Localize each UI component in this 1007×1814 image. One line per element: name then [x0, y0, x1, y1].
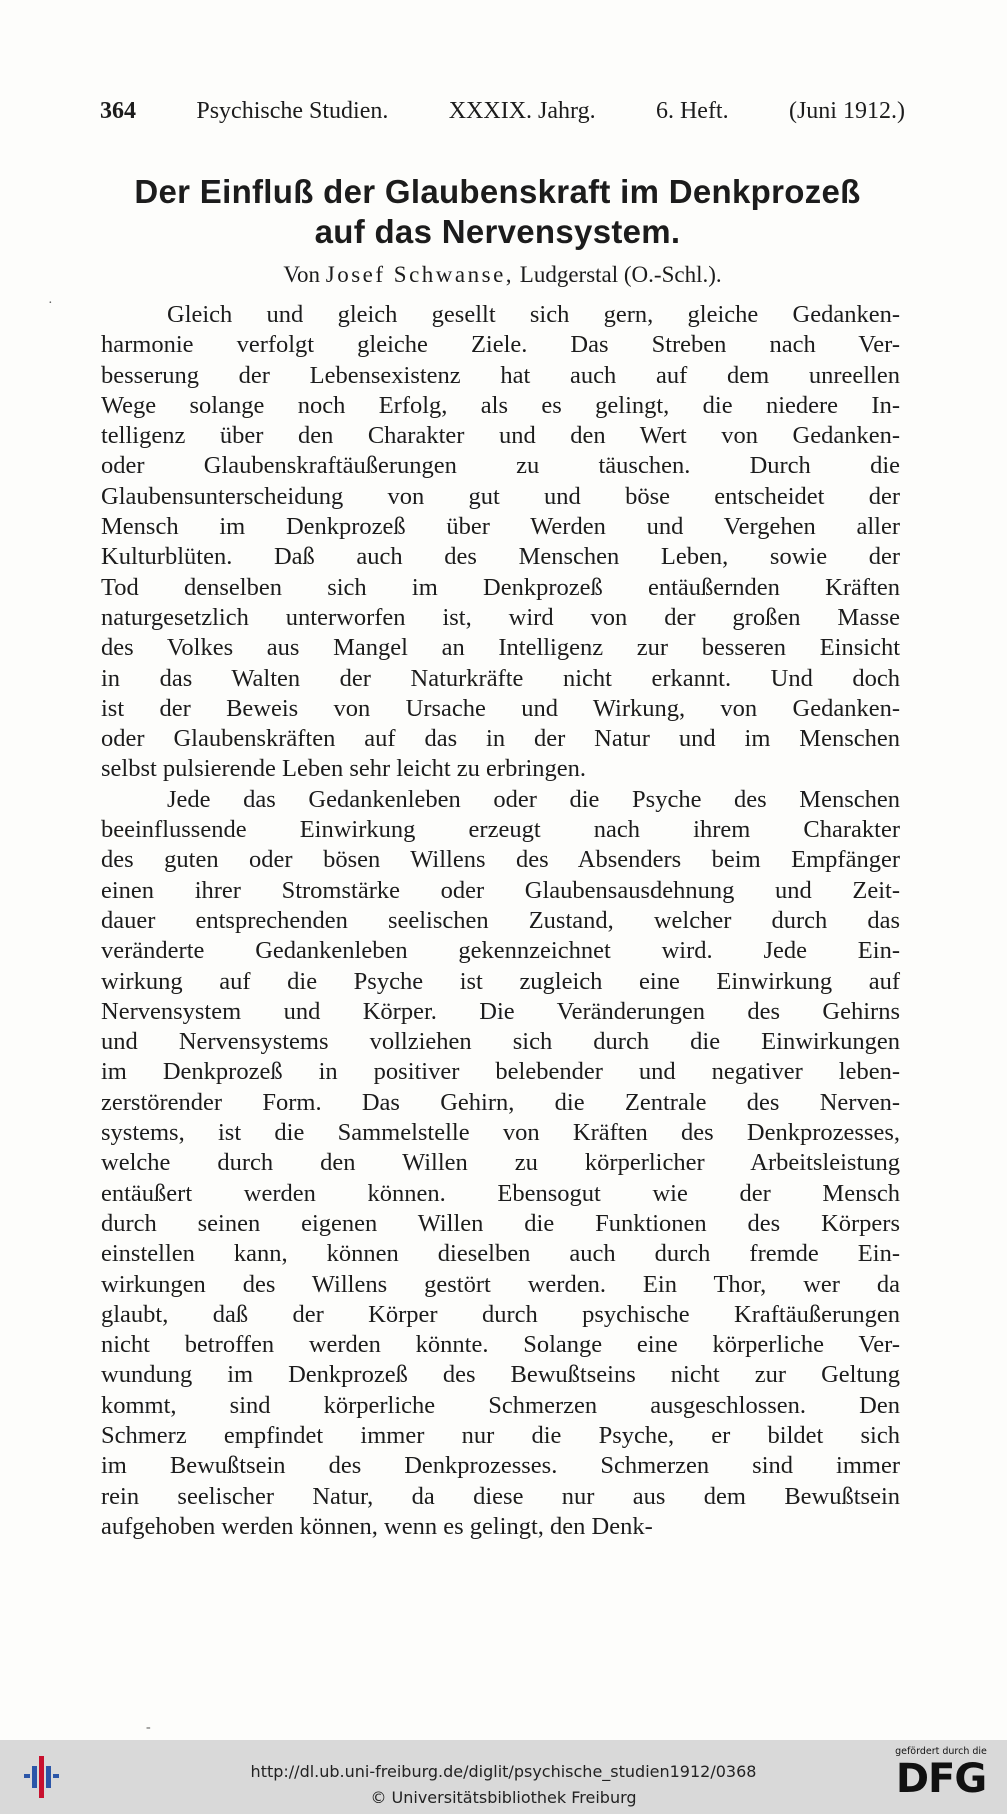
text-line: wirkung auf die Psyche ist zugleich eine Einwirkung auf: [101, 967, 900, 995]
text-line: durch seinen eigenen Willen die Funktionen des Körpers: [101, 1209, 900, 1237]
footer-bar: [0, 1740, 1007, 1814]
margin-speck: ·: [48, 296, 53, 311]
text-line: Schmerz empfindet immer nur die Psyche, er bildet sich: [101, 1421, 900, 1449]
issue-label: 6. Heft.: [655, 98, 729, 124]
text-line: oder Glaubenskräften auf das in der Natur und im Menschen: [101, 725, 900, 753]
text-line: wundung im Denkprozeß des Bewußtseins nicht zur Geltung: [101, 1361, 900, 1389]
author-place: Ludgerstal (O.-Schl.).: [519, 262, 722, 287]
text-line: Gleich und gleich gesellt sich gern, gleiche Gedanken-: [167, 301, 900, 328]
text-line: Tod denselben sich im Denkprozeß entäußernden Kräften: [101, 573, 900, 601]
text-line: und Nervensystems vollziehen sich durch die Einwirkungen: [101, 1028, 900, 1056]
text-line: in das Walten der Naturkräfte nicht erkannt. Und doch: [101, 664, 900, 692]
journal-name: Psychische Studien.: [196, 98, 389, 124]
text-line: im Bewußtsein des Denkprozesses. Schmerzen sind immer: [101, 1452, 900, 1480]
text-line: Nervensystem und Körper. Die Veränderungen des Gehirns: [101, 997, 900, 1025]
text-line: naturgesetzlich unterworfen ist, wird von der großen Masse: [101, 603, 900, 631]
text-line: oder Glaubenskraftäußerungen zu täuschen. Durch die: [101, 452, 900, 480]
bottom-speck: -: [146, 1720, 151, 1735]
running-head: [100, 98, 905, 125]
article-body: [101, 300, 900, 1542]
text-line: Mensch im Denkprozeß über Werden und Vergehen aller: [101, 513, 900, 541]
text-line: des guten oder bösen Willens des Absenders beim Empfänger: [101, 846, 900, 874]
source-url-link[interactable]: http://dl.ub.uni-freiburg.de/diglit/psychische_studien1912/0368: [250, 1762, 757, 1781]
issue-date: (Juni 1912.): [788, 98, 905, 124]
text-line: beeinflussende Einwirkung erzeugt nach ihrem Charakter: [101, 816, 900, 844]
text-line: dauer entsprechenden seelischen Zustand, welcher durch das: [101, 906, 900, 934]
text-line: veränderte Gedankenleben gekennzeichnet wird. Jede Ein-: [101, 937, 900, 965]
text-line: telligenz über den Charakter und den Wert von Gedanken-: [101, 422, 900, 450]
text-line: glaubt, daß der Körper durch psychische Kraftäußerungen: [101, 1300, 900, 1328]
dfg-logo-text: DFG: [895, 1756, 987, 1802]
text-line: Wege solange noch Erfolg, als es gelingt, die niedere In-: [101, 391, 900, 419]
text-line: selbst pulsierende Leben sehr leicht zu erbringen.: [101, 755, 587, 783]
text-line: rein seelischer Natur, da diese nur aus dem Bewußtsein: [101, 1482, 900, 1510]
copyright-notice: © Universitätsbibliothek Freiburg: [370, 1788, 637, 1807]
volume-label: XXXIX. Jahrg.: [448, 98, 596, 124]
text-line: harmonie verfolgt gleiche Ziele. Das Streben nach Ver-: [101, 331, 900, 359]
text-line: des Volkes aus Mangel an Intelligenz zur besseren Einsicht: [101, 634, 900, 662]
text-line: wirkungen des Willens gestört werden. Ein Thor, wer da: [101, 1270, 900, 1298]
text-line: aufgehoben werden können, wenn es gelingt, den Denk-: [101, 1512, 653, 1540]
text-line: Glaubensunterscheidung von gut und böse entscheidet der: [101, 482, 900, 510]
text-line: besserung der Lebensexistenz hat auch auf dem unreellen: [101, 361, 900, 389]
title-line-2: auf das Nervensystem.: [314, 213, 681, 250]
text-line: systems, ist die Sammelstelle von Kräften des Denkprozesses,: [101, 1119, 900, 1147]
text-line: entäußert werden können. Ebensogut wie der Mensch: [101, 1179, 900, 1207]
text-line: im Denkprozeß in positiver belebender und negativer leben-: [101, 1058, 900, 1086]
text-line: ist der Beweis von Ursache und Wirkung, von Gedanken-: [101, 694, 900, 722]
text-line: einen ihrer Stromstärke oder Glaubensausdehnung und Zeit-: [101, 876, 900, 904]
author-name: Josef Schwanse,: [325, 262, 515, 287]
text-line: welche durch den Willen zu körperlicher Arbeitsleistung: [101, 1149, 900, 1177]
dfg-logo: [887, 1746, 995, 1810]
text-line: Kulturblüten. Daß auch des Menschen Leben, sowie der: [101, 543, 900, 571]
text-line: Jede das Gedankenleben oder die Psyche des Menschen: [167, 785, 900, 813]
article-title: [90, 172, 905, 252]
author-prefix: Von: [283, 262, 321, 287]
text-line: kommt, sind körperliche Schmerzen ausgeschlossen. Den: [101, 1391, 900, 1419]
text-line: einstellen kann, können dieselben auch durch fremde Ein-: [101, 1240, 900, 1268]
title-line-1: Der Einfluß der Glaubenskraft im Denkprozeß: [134, 173, 861, 210]
page-number: 364: [100, 98, 136, 124]
author-line: [100, 262, 905, 288]
text-line: nicht betroffen werden könnte. Solange eine körperliche Ver-: [101, 1331, 900, 1359]
dfg-tagline: gefördert durch die: [895, 1746, 987, 1757]
text-line: zerstörender Form. Das Gehirn, die Zentrale des Nerven-: [101, 1088, 900, 1116]
